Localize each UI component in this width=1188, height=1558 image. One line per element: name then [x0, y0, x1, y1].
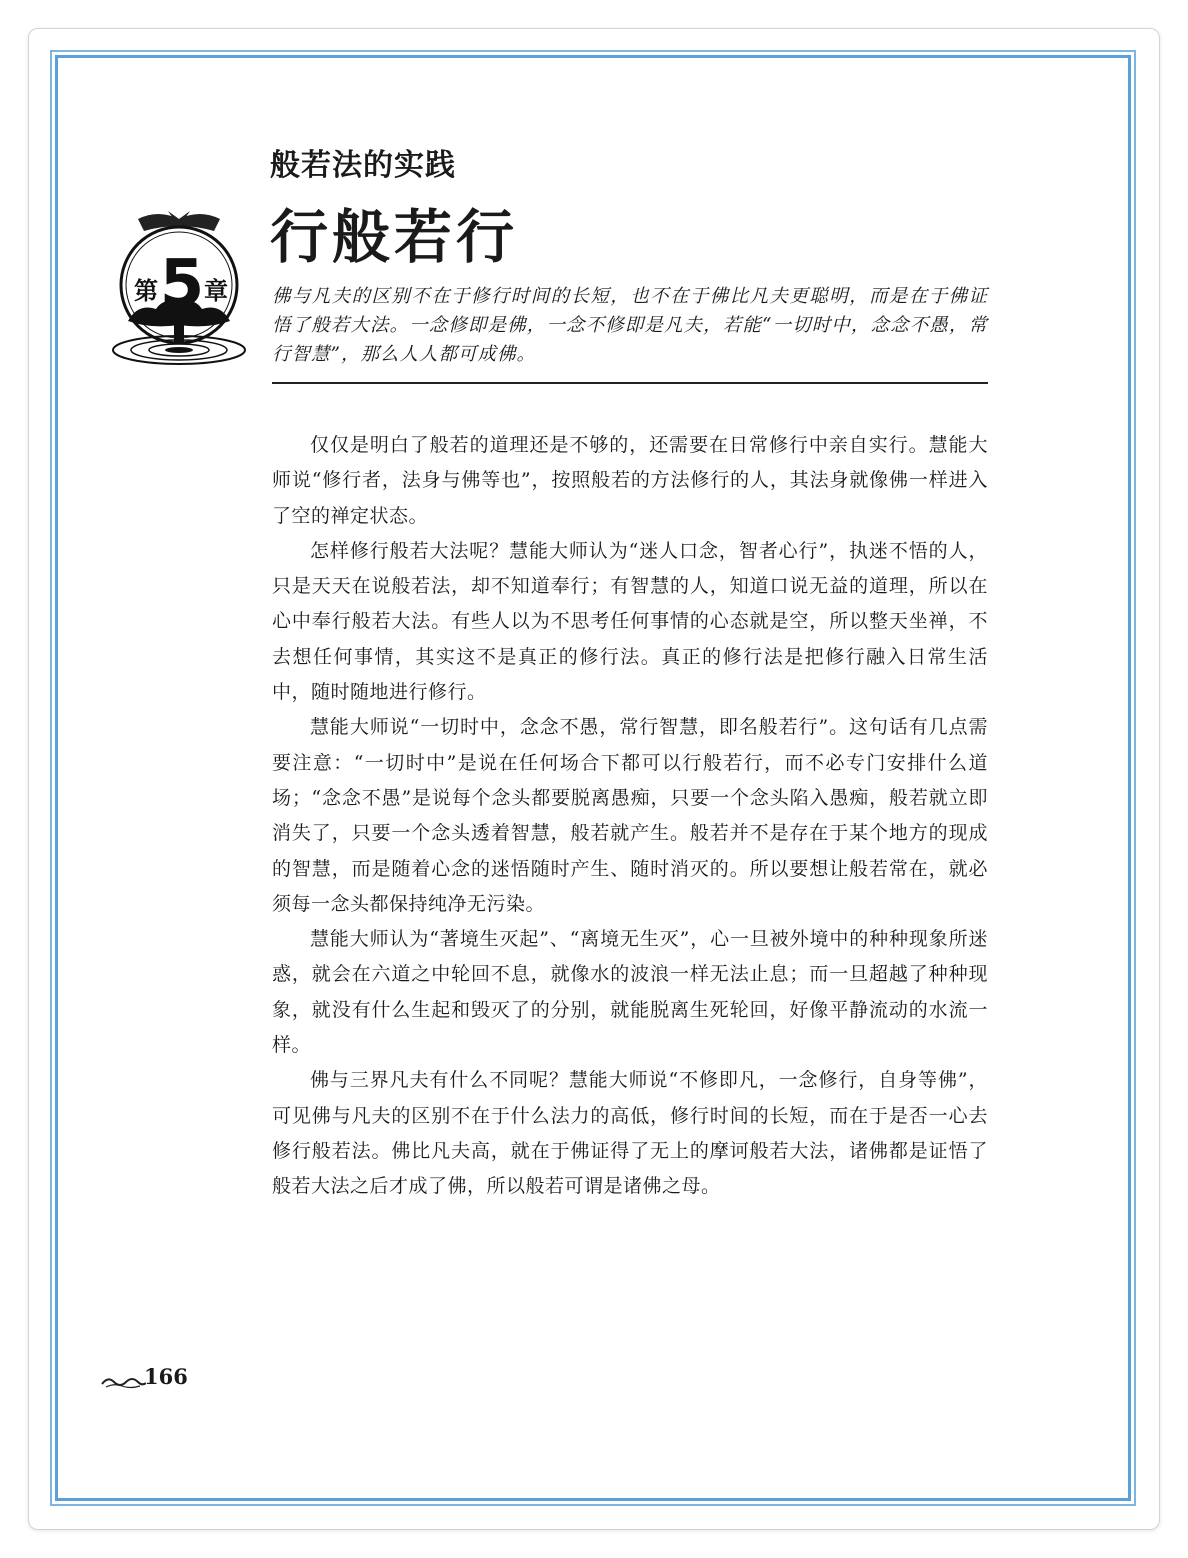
page-number: 166 [144, 1364, 188, 1389]
page-title: 行般若行 [270, 203, 519, 271]
paragraph: 怎样修行般若大法呢？慧能大师认为“迷人口念，智者心行”，执迷不悟的人，只是天天在说般若法，却不知道奉行；有智慧的人，知道口说无益的道理，所以在心中奉行般若大法。有些人以为不思考任何事情的心态就是空，所以整天坐禅，不去想任何事情，其实这不是真正的修行法。真正的修行法是把修行融入日常生活中，随时随地进行修行。 [272, 539, 988, 704]
body-text [272, 428, 988, 1205]
section-subtitle: 般若法的实践 [270, 148, 456, 183]
chapter-number: 5 [159, 247, 205, 321]
paragraph: 仅仅是明白了般若的道理还是不够的，还需要在日常修行中亲自实行。慧能大师说“修行者，法身与佛等也”，按照般若的方法修行的人，其法身就像佛一样进入了空的禅定状态。 [272, 434, 988, 527]
page-footer [100, 1364, 190, 1394]
summary-divider [272, 382, 988, 384]
chapter-badge-ornament [108, 205, 250, 375]
chapter-summary: 佛与凡夫的区别不在于修行时间的长短，也不在于佛比凡夫更聪明，而是在于佛证悟了般若大法。一念修即是佛，一念不修即是凡夫，若能“一切时中，念念不愚，常行智慧”，那么人人都可成佛。 [272, 286, 988, 365]
paragraph: 佛与三界凡夫有什么不同呢？慧能大师说“不修即凡，一念修行，自身等佛”，可见佛与凡夫的区别不在于什么法力的高低，修行时间的长短，而在于是否一心去修行般若法。佛比凡夫高，就在于佛证得了无上的摩诃般若大法，诸佛都是证悟了般若大法之后才成了佛，所以般若可谓是诸佛之母。 [272, 1069, 988, 1198]
paragraph: 慧能大师认为“著境生灭起”、“离境无生灭”，心一旦被外境中的种种现象所迷惑，就会在六道之中轮回不息，就像水的波浪一样无法止息；而一旦超越了种种现象，就没有什么生起和毁灭了的分别，就能脱离生死轮回，好像平静流动的水流一样。 [272, 928, 988, 1057]
paragraph: 慧能大师说“一切时中，念念不愚，常行智慧，即名般若行”。这句话有几点需要注意：“一切时中”是说在任何场合下都可以行般若行，而不必专门安排什么道场；“念念不愚”是说每个念头都要脱离愚痴，只要一个念头陷入愚痴，般若就立即消失了，只要一个念头透着智慧，般若就产生。般若并不是存在于某个地方的现成的智慧，而是随着心念的迷悟随时产生、随时消灭的。所以要想让般若常在，就必须每一念头都保持纯净无污染。 [272, 716, 988, 915]
chapter-suffix: 章 [204, 277, 228, 305]
chapter-prefix: 第 [134, 277, 158, 305]
wave-ornament-icon [100, 1374, 146, 1390]
chapter-badge [108, 205, 250, 375]
